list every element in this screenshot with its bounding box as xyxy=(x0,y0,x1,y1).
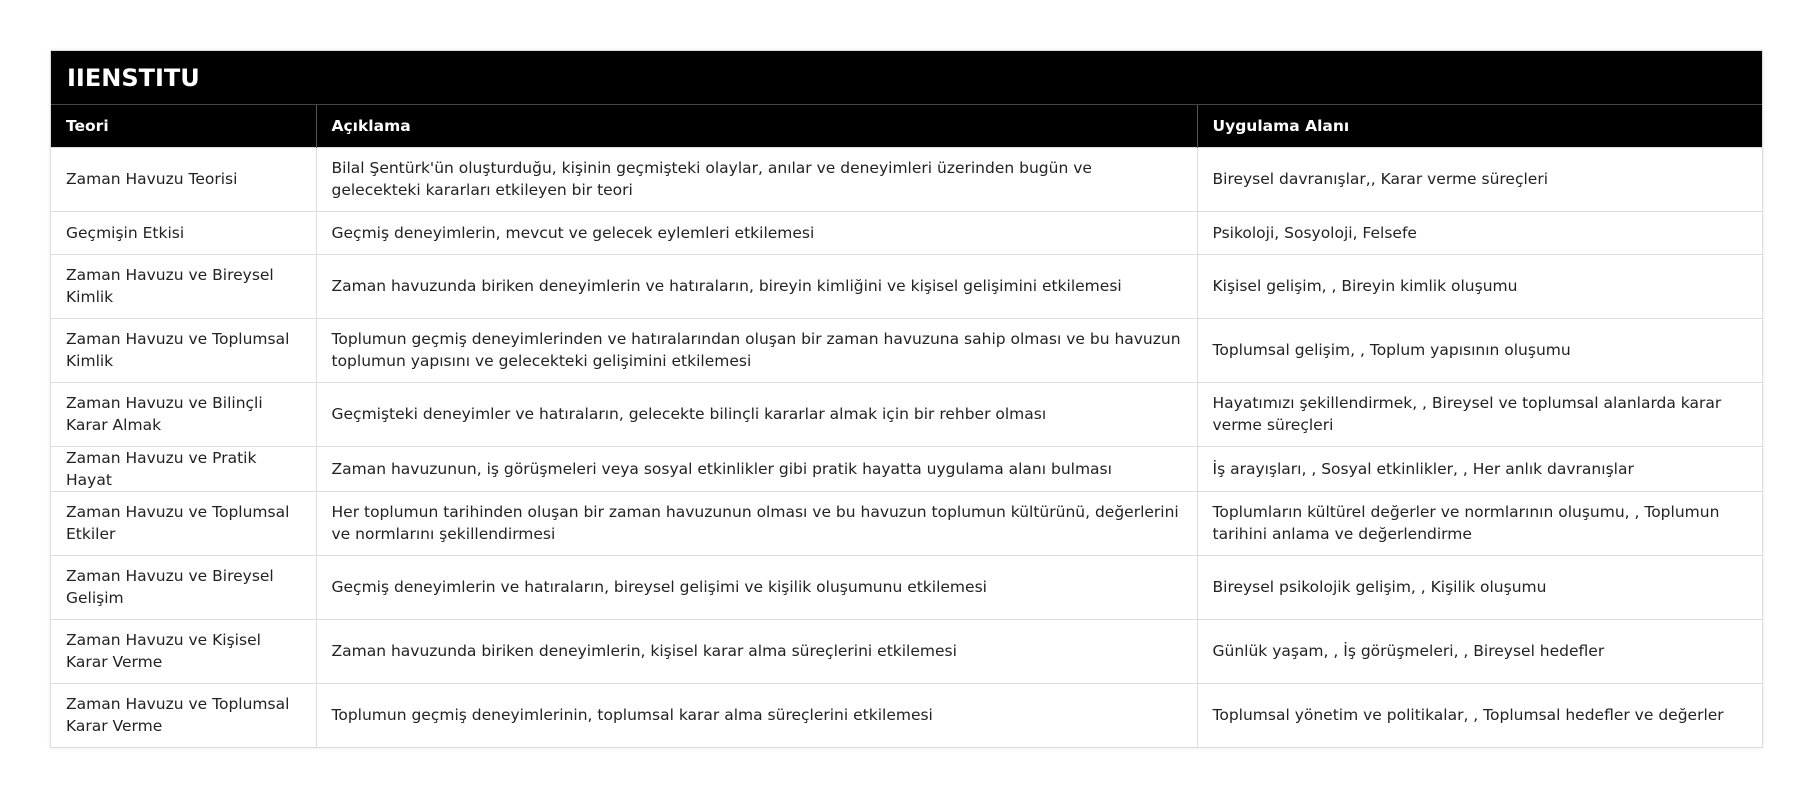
cell-uygulama-alani: İş arayışları, , Sosyal etkinlikler, , Her anlık davranışlar xyxy=(1197,446,1762,491)
cell-uygulama-alani: Toplumların kültürel değerler ve normlarının oluşumu, , Toplumun tarihini anlama ve değerlendirme xyxy=(1197,491,1762,555)
cell-teori: Zaman Havuzu ve Toplumsal Karar Verme xyxy=(51,683,316,747)
cell-uygulama-alani: Toplumsal yönetim ve politikalar, , Toplumsal hedefler ve değerler xyxy=(1197,683,1762,747)
theory-table xyxy=(51,105,1762,747)
cell-aciklama: Bilal Şentürk'ün oluşturduğu, kişinin geçmişteki olaylar, anılar ve deneyimleri üzerinden bugün ve gelecekteki kararları etkileyen bir teori xyxy=(316,147,1197,211)
header-uygulama-alani: Uygulama Alanı xyxy=(1197,105,1762,147)
cell-uygulama-alani: Psikoloji, Sosyoloji, Felsefe xyxy=(1197,211,1762,254)
table-row xyxy=(51,683,1762,747)
cell-aciklama: Geçmişteki deneyimler ve hatıraların, gelecekte bilinçli kararlar almak için bir rehber olması xyxy=(316,382,1197,446)
table-row xyxy=(51,491,1762,555)
cell-uygulama-alani: Hayatımızı şekillendirmek, , Bireysel ve toplumsal alanlarda karar verme süreçleri xyxy=(1197,382,1762,446)
table-row xyxy=(51,446,1762,491)
cell-teori: Zaman Havuzu Teorisi xyxy=(51,147,316,211)
content-table-card xyxy=(50,50,1763,748)
cell-aciklama: Toplumun geçmiş deneyimlerinden ve hatıralarından oluşan bir zaman havuzuna sahip olması ve bu havuzun toplumun yapısını ve gelecekteki gelişimini etkilemesi xyxy=(316,318,1197,382)
table-row xyxy=(51,382,1762,446)
cell-aciklama: Her toplumun tarihinden oluşan bir zaman havuzunun olması ve bu havuzun toplumun kültürünü, değerlerini ve normlarını şekillendirmesi xyxy=(316,491,1197,555)
table-row xyxy=(51,619,1762,683)
cell-uygulama-alani: Kişisel gelişim, , Bireyin kimlik oluşumu xyxy=(1197,254,1762,318)
cell-teori: Zaman Havuzu ve Bilinçli Karar Almak xyxy=(51,382,316,446)
table-row xyxy=(51,211,1762,254)
table-row xyxy=(51,254,1762,318)
cell-aciklama: Geçmiş deneyimlerin, mevcut ve gelecek eylemleri etkilemesi xyxy=(316,211,1197,254)
cell-teori: Zaman Havuzu ve Kişisel Karar Verme xyxy=(51,619,316,683)
cell-uygulama-alani: Bireysel psikolojik gelişim, , Kişilik oluşumu xyxy=(1197,555,1762,619)
table-row xyxy=(51,147,1762,211)
cell-aciklama: Zaman havuzunda biriken deneyimlerin, kişisel karar alma süreçlerini etkilemesi xyxy=(316,619,1197,683)
cell-aciklama: Geçmiş deneyimlerin ve hatıraların, bireysel gelişimi ve kişilik oluşumunu etkilemesi xyxy=(316,555,1197,619)
table-row xyxy=(51,555,1762,619)
cell-aciklama: Toplumun geçmiş deneyimlerinin, toplumsal karar alma süreçlerini etkilemesi xyxy=(316,683,1197,747)
cell-aciklama: Zaman havuzunun, iş görüşmeleri veya sosyal etkinlikler gibi pratik hayatta uygulama alanı bulması xyxy=(316,446,1197,491)
cell-teori: Zaman Havuzu ve Pratik Hayat xyxy=(51,446,316,491)
cell-teori: Geçmişin Etkisi xyxy=(51,211,316,254)
cell-uygulama-alani: Bireysel davranışlar,, Karar verme süreçleri xyxy=(1197,147,1762,211)
cell-aciklama: Zaman havuzunda biriken deneyimlerin ve hatıraların, bireyin kimliğini ve kişisel gelişimini etkilemesi xyxy=(316,254,1197,318)
table-header-row xyxy=(51,105,1762,147)
cell-teori: Zaman Havuzu ve Bireysel Kimlik xyxy=(51,254,316,318)
table-row xyxy=(51,318,1762,382)
cell-teori: Zaman Havuzu ve Bireysel Gelişim xyxy=(51,555,316,619)
brand-title: IIENSTITU xyxy=(51,51,1762,105)
cell-teori: Zaman Havuzu ve Toplumsal Etkiler xyxy=(51,491,316,555)
cell-teori: Zaman Havuzu ve Toplumsal Kimlik xyxy=(51,318,316,382)
cell-uygulama-alani: Günlük yaşam, , İş görüşmeleri, , Bireysel hedefler xyxy=(1197,619,1762,683)
cell-uygulama-alani: Toplumsal gelişim, , Toplum yapısının oluşumu xyxy=(1197,318,1762,382)
header-teori: Teori xyxy=(51,105,316,147)
header-aciklama: Açıklama xyxy=(316,105,1197,147)
